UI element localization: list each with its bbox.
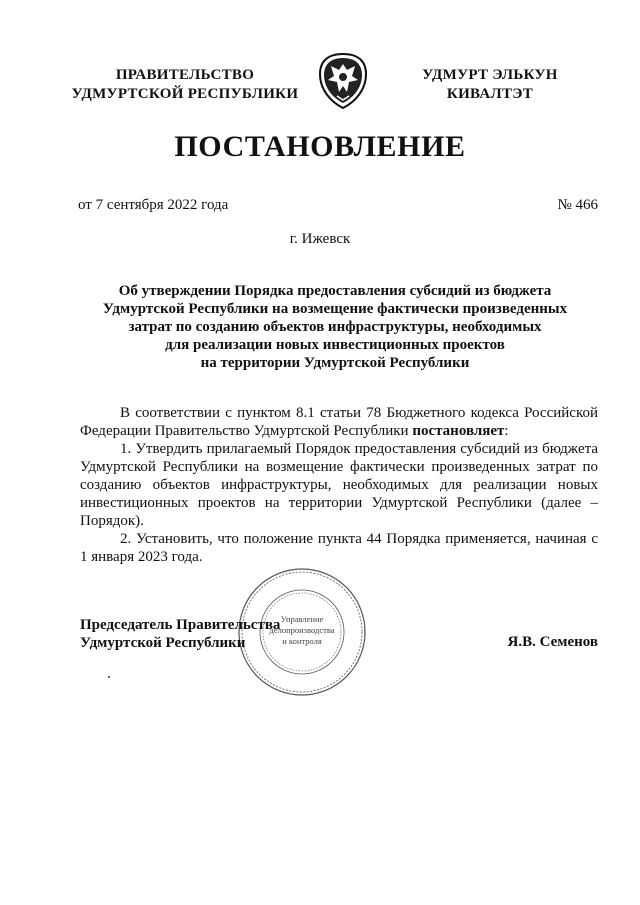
udmurt-coat-of-arms-icon [317, 52, 369, 110]
signatory-title [80, 616, 280, 652]
document-city: г. Ижевск [289, 231, 351, 247]
subject-line: Удмуртской Республики на возмещение фактически произведенных [102, 301, 568, 317]
preamble-resolves: постановляет [412, 423, 505, 439]
subject-line: затрат по созданию объектов инфраструктуры, необходимых [128, 319, 542, 335]
document-date: от 7 сентября 2022 года [78, 197, 229, 213]
stamp-text-line1: Управление [280, 614, 324, 624]
government-name-russian [60, 66, 310, 104]
document-type-title: ПОСТАНОВЛЕНИЕ [174, 130, 466, 163]
body-paragraph-preamble [80, 404, 598, 440]
government-name-udmurt-line1: УДМУРТ ЭЛЬКУН [422, 67, 558, 83]
document-number: № 466 [557, 197, 598, 213]
signatory-title-line2: Удмуртской Республики [80, 635, 246, 651]
subject-line: Об утверждении Порядка предоставления субсидий из бюджета [118, 283, 552, 299]
government-name-udmurt [390, 66, 590, 104]
body-paragraph-item-1: 1. Утвердить прилагаемый Порядок предоставления субсидий из бюджета Удмуртской Республики на возмещение фактически произведенных затрат по созданию объектов инфраструктуры, необходимых для реализации новых инвестиционных проектов на территории Удмуртской Республики (далее – Порядок). [80, 441, 598, 529]
document-body [80, 404, 598, 566]
scan-speck [108, 676, 110, 678]
body-paragraph-item-2: 2. Установить, что положение пункта 44 Порядка применяется, начиная с 1 января 2023 года. [80, 531, 598, 565]
stamp-text-line3: и контроля [282, 636, 322, 646]
stamp-text-line2: делопроизводства [269, 625, 335, 635]
signatory-name: Я.В. Семенов [507, 634, 598, 650]
subject-line: для реализации новых инвестиционных проектов [165, 337, 505, 353]
government-name-line1: ПРАВИТЕЛЬСТВО [115, 67, 255, 83]
subject-line: на территории Удмуртской Республики [200, 355, 470, 371]
document-subject [90, 282, 580, 372]
government-name-udmurt-line2: КИВАЛТЭТ [446, 86, 534, 102]
government-name-line2: УДМУРТСКОЙ РЕСПУБЛИКИ [71, 86, 299, 102]
preamble-text: В соответствии с пунктом 8.1 статьи 78 Бюджетного кодекса Российской Федерации Правительство Удмуртской Республики [80, 405, 598, 439]
preamble-colon: : [504, 423, 509, 439]
signatory-title-line1: Председатель Правительства [80, 617, 281, 633]
